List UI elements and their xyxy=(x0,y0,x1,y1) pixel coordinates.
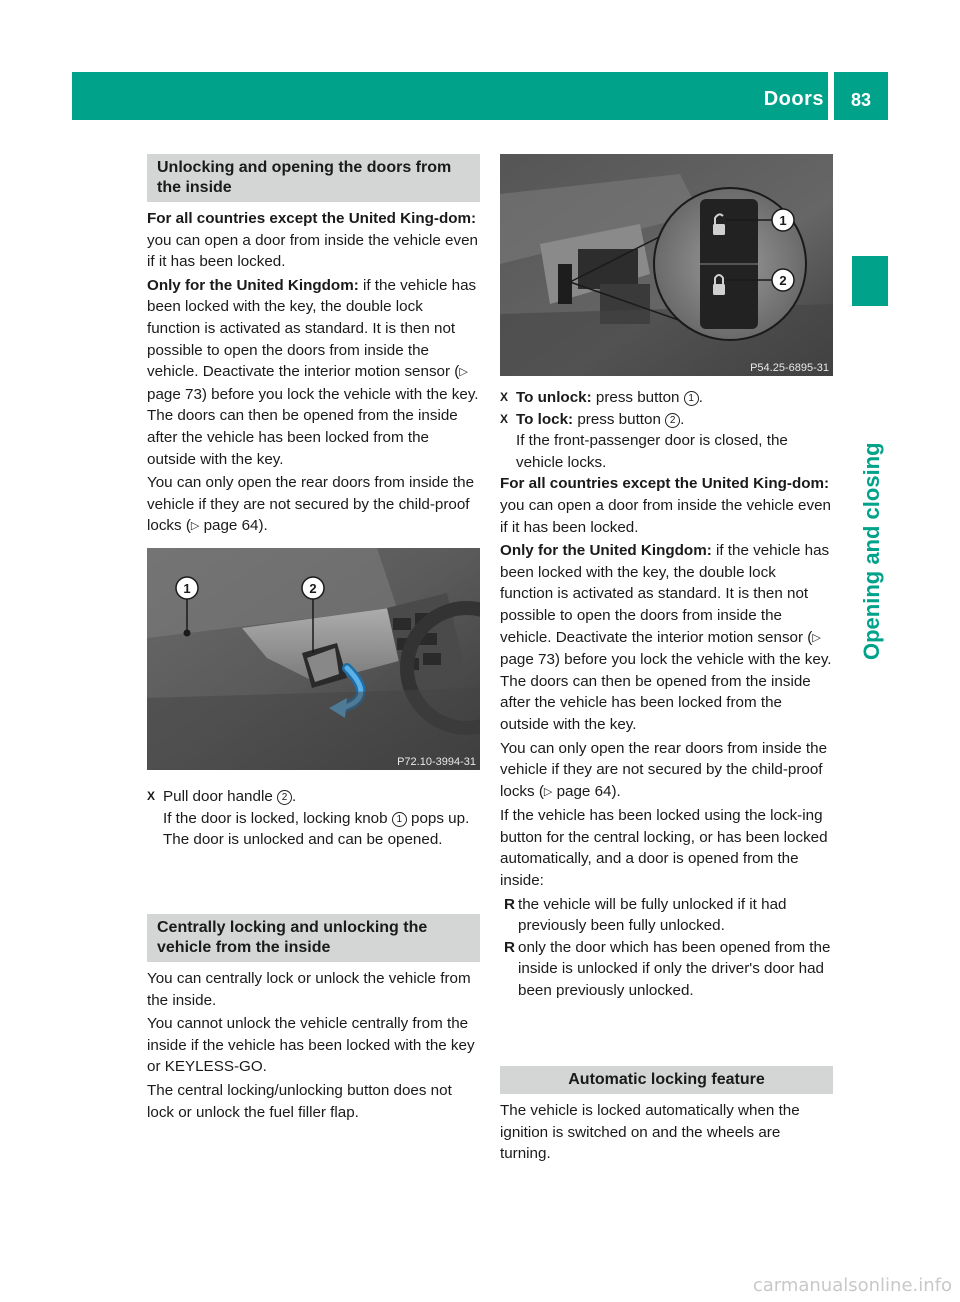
instruction-step-unlock: X To unlock: press button 1 . xyxy=(500,387,833,409)
paragraph: You can only open the rear doors from inside the vehicle if they are not secured by the child-proof locks (▷ page 64). xyxy=(500,739,828,800)
callout-2-label: 2 xyxy=(779,273,787,288)
callout-ref: 1 xyxy=(392,812,407,827)
chapter-tab xyxy=(853,318,889,678)
figure-code: P72.10-3994-31 xyxy=(397,756,476,768)
paragraph: You cannot unlock the vehicle centrally from the inside if the vehicle has been locked with the key or KEYLESS-GO. xyxy=(147,1015,475,1076)
step-arrow-icon: X xyxy=(500,411,509,426)
bullet-icon: R xyxy=(504,938,515,956)
instruction-step-lock: X To lock: press button 2 . If the front-passenger door is closed, the vehicle locks. xyxy=(500,410,788,471)
watermark: carmanualsonline.info xyxy=(752,1275,952,1296)
page-title: Doors xyxy=(763,88,824,110)
callout-ref: 1 xyxy=(684,391,699,406)
paragraph: You can centrally lock or unlock the vehicle from the inside. xyxy=(147,970,471,1009)
header-bar xyxy=(72,72,828,120)
paragraph: The central locking/unlocking button does not lock or unlock the fuel filler flap. xyxy=(147,1081,452,1121)
paragraph: You can only open the rear doors from inside the vehicle if they are not secured by the child-proof locks (▷ page 64). xyxy=(147,474,475,535)
paragraph: For all countries except the United King-dom: you can open a door from inside the vehicle even if it has been locked. xyxy=(500,475,831,536)
paragraph: For all countries except the United King-dom: you can open a door from inside the vehicle even if it has been locked. xyxy=(147,210,478,271)
page-number: 83 xyxy=(850,90,872,110)
callout-1-label: 1 xyxy=(779,213,787,228)
bullet-item: R only the door which has been opened from the inside is unlocked if only the driver's door had been previously unlocked. xyxy=(504,938,831,1000)
paragraph: Only for the United Kingdom: if the vehicle has been locked with the key, the double lock function is activated as standard. It is then not possible to open the doors from inside the vehicle. Deactivate the interior motion sensor (▷ page 73) before you lock the vehicle with the key. The doors can then be opened from the inside after the vehicle has been locked from the outside with the key. xyxy=(147,276,479,468)
callout-ref: 2 xyxy=(665,413,680,428)
lock-button-illustration xyxy=(500,154,833,376)
section-heading-central-locking: Centrally locking and unlocking the vehicle from the inside xyxy=(147,914,480,962)
bullet-item: R the vehicle will be fully unlocked if it had previously been fully unlocked. xyxy=(504,895,787,935)
paragraph: Only for the United Kingdom: if the vehicle has been locked with the key, the double lock function is activated as standard. It is then not possible to open the doors from inside the vehicle. Deactivate the interior motion sensor (▷ page 73) before you lock the vehicle with the key. The doors can then be opened from the inside after the vehicle has been locked from the outside with the key. xyxy=(500,542,832,733)
left-column-section2 xyxy=(147,914,480,1125)
right-column-section3 xyxy=(500,1066,833,1167)
chapter-label: Opening and closing xyxy=(859,442,884,660)
page-ref-icon: ▷ xyxy=(543,785,553,798)
door-handle-figure xyxy=(147,548,480,770)
page-ref-icon: ▷ xyxy=(190,520,200,533)
left-column xyxy=(147,154,480,540)
step-arrow-icon: X xyxy=(147,789,156,803)
bullet-icon: R xyxy=(504,895,515,913)
lock-buttons-figure xyxy=(500,154,833,376)
page-ref-icon: ▷ xyxy=(812,631,821,644)
section-heading-automatic-locking: Automatic locking feature xyxy=(500,1066,833,1094)
page-ref-icon: ▷ xyxy=(459,366,468,379)
chapter-tab-marker xyxy=(852,256,888,306)
figure-code: P54.25-6895-31 xyxy=(750,362,829,374)
callout-ref: 2 xyxy=(277,790,292,805)
page-ref-link[interactable]: page 73 xyxy=(147,385,202,403)
page-ref-link[interactable]: page 64 xyxy=(203,517,259,535)
door-panel-illustration xyxy=(147,548,480,770)
right-column xyxy=(500,387,833,1002)
section-heading-unlocking: Unlocking and opening the doors from the inside xyxy=(147,154,480,202)
page-ref-link[interactable]: page 64 xyxy=(556,782,612,800)
step-arrow-icon: X xyxy=(500,390,509,404)
instruction-step: X Pull door handle 2 . If the door is locked, locking knob 1 pops up. The door is unlocked and can be opened. xyxy=(147,788,470,849)
page-ref-link[interactable]: page 73 xyxy=(500,651,555,669)
left-column-lower xyxy=(147,786,480,851)
paragraph: If the vehicle has been locked using the lock-ing button for the central locking, or has been locked automatically, and a door is opened from the inside: xyxy=(500,807,828,890)
paragraph: The vehicle is locked automatically when the ignition is switched on and the wheels are turning. xyxy=(500,1102,800,1163)
callout-2-label: 2 xyxy=(309,581,317,596)
callout-1-label: 1 xyxy=(183,581,191,596)
